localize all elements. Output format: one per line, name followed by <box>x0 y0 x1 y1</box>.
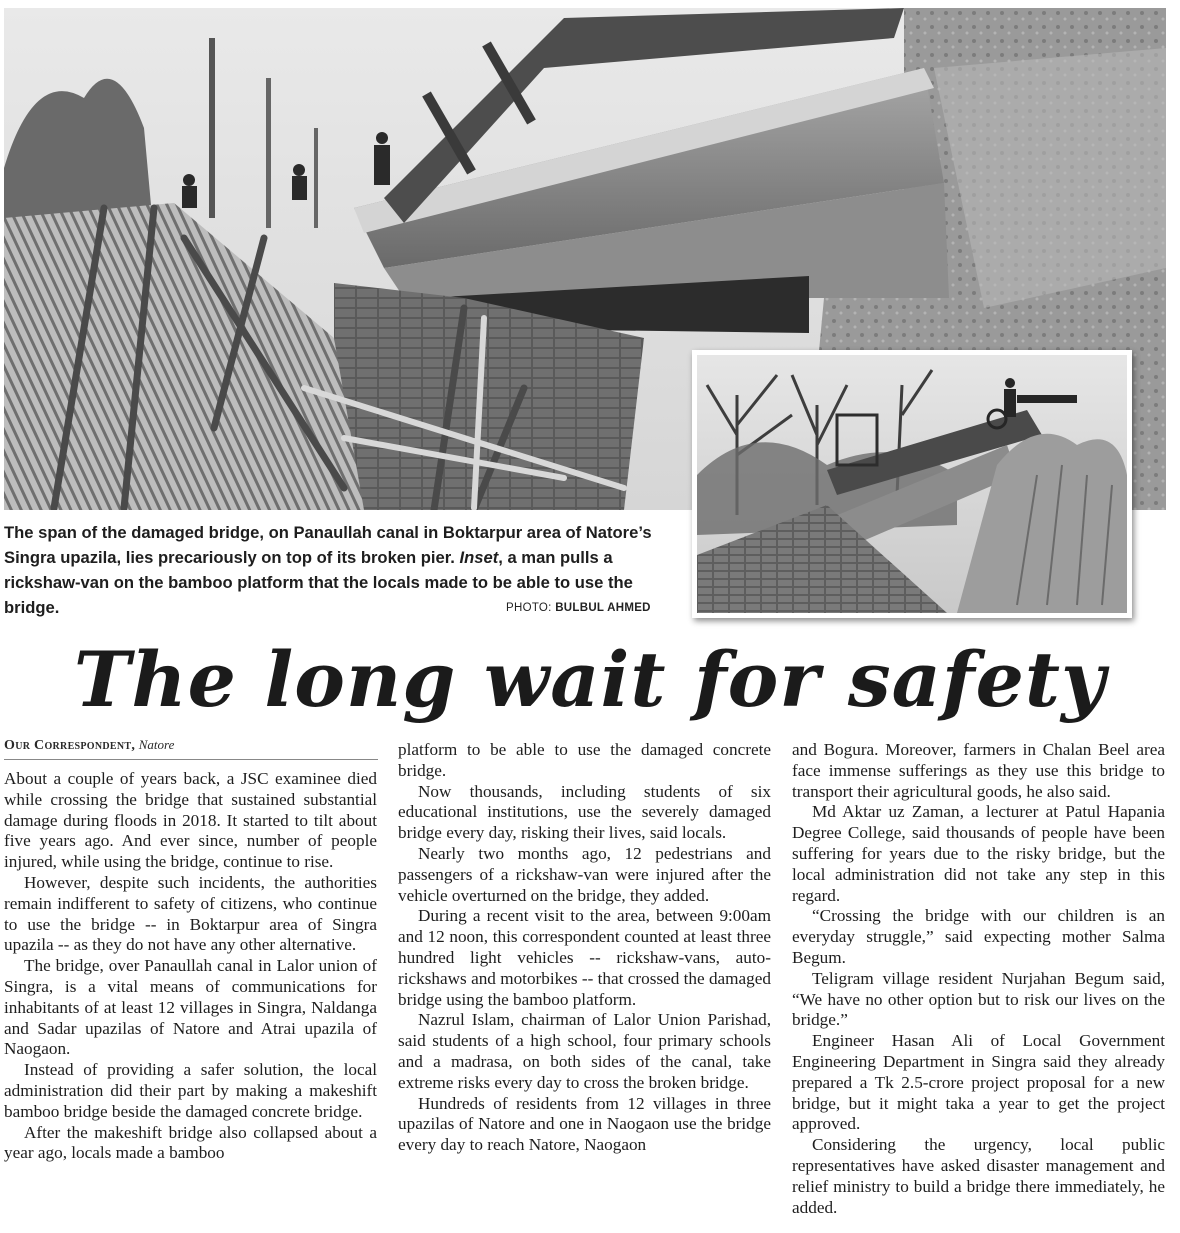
paragraph: “Crossing the bridge with our children is an everyday struggle,” said expecting mother Salma Begum. <box>792 906 1165 967</box>
paragraph: However, despite such incidents, the authorities remain indifferent to safety of citizens, who continue to use the bridge -- in Boktarpur area of Singra upazila -- as they do not have any other alternative. <box>4 872 377 955</box>
caption-text-continued: , a man pulls a rickshaw-van on the bamboo platform that the locals made to be able to use the bridge. <box>4 548 633 617</box>
photo-credit-label: PHOTO: <box>506 602 552 614</box>
paragraph: During a recent visit to the area, between 9:00am and 12 noon, this correspondent counted at least three hundred light vehicles -- rickshaw-vans, auto-rickshaws and motorbikes -- that crossed the damaged bridge using the bamboo platform. <box>398 906 771 1009</box>
paragraph: About a couple of years back, a JSC examinee died while crossing the bridge that sustained substantial damage during floods in 2018. It started to tilt about five years ago. And ever since, number of people injured, while using the bridge, continue to rise. <box>4 769 377 872</box>
paragraph: The bridge, over Panaullah canal in Lalor union of Singra, is a vital means of communications for inhabitants of at least 12 villages in Singra, Naldanga and Sadar upazilas of Natore and Atrai upazila of Naogaon. <box>4 956 377 1059</box>
paragraph: After the makeshift bridge also collapsed about a year ago, locals made a bamboo <box>4 1122 377 1163</box>
paragraph: Teligram village resident Nurjahan Begum said, “We have no other option but to risk our lives on the bridge.” <box>792 968 1165 1030</box>
article-column-2 <box>398 740 771 1156</box>
paragraph: Nazrul Islam, chairman of Lalor Union Parishad, said students of a high school, four primary schools and a madrasa, on both sides of the canal, take extreme risks every day to cross the broken bridge. <box>398 1010 771 1092</box>
paragraph: Hundreds of residents from 12 villages in three upazilas of Natore and one in Naogaon use the bridge every day to reach Natore, Naogaon <box>398 1093 771 1155</box>
paragraph: Nearly two months ago, 12 pedestrians and passengers of a rickshaw-van were injured after the vehicle overturned on the bridge, they added. <box>398 843 771 905</box>
paragraph: Md Aktar uz Zaman, a lecturer at Patul Hapania Degree College, said thousands of people have been suffering for years due to the risky bridge, but the local administration did not take any step in this regard. <box>792 802 1165 905</box>
paragraph: platform to be able to use the damaged concrete bridge. <box>398 740 771 780</box>
byline-location: Natore <box>138 737 175 752</box>
byline-divider <box>4 759 378 760</box>
article-column-3 <box>792 740 1165 1218</box>
photographer-name: BULBUL AHMED <box>555 602 651 614</box>
inset-photo <box>692 350 1132 618</box>
caption-text: The span of the damaged bridge, on Panaullah canal in Boktarpur area of Natore’s Singra upazila, lies precariously on top of its broken pier. <box>4 523 652 567</box>
byline <box>4 737 174 754</box>
headline: The long wait for safety <box>73 635 1107 724</box>
paragraph: Engineer Hasan Ali of Local Government Engineering Department in Singra said they already prepared a Tk 2.5-crore project proposal for a new bridge, but it might taka a year to get the project approved. <box>792 1031 1165 1134</box>
article-column-1 <box>4 769 377 1164</box>
byline-name: Our Correspondent, <box>4 738 136 753</box>
rickshaw-van-photo-illustration <box>697 355 1127 613</box>
paragraph: Now thousands, including students of six educational institutions, use the severely damaged bridge every day, risking their lives, said locals. <box>398 781 771 843</box>
paragraph: Instead of providing a safer solution, the local administration did their part by making a makeshift bamboo bridge beside the damaged concrete bridge. <box>4 1060 377 1121</box>
paragraph: and Bogura. Moreover, farmers in Chalan Beel area face immense sufferings as they use this bridge to transport their agricultural goods, he also said. <box>792 740 1165 801</box>
caption-inset-label: Inset <box>459 548 499 567</box>
paragraph: Considering the urgency, local public representatives have asked disaster management and relief ministry to build a bridge there immediately, he added. <box>792 1135 1165 1217</box>
photo-credit <box>506 602 651 614</box>
